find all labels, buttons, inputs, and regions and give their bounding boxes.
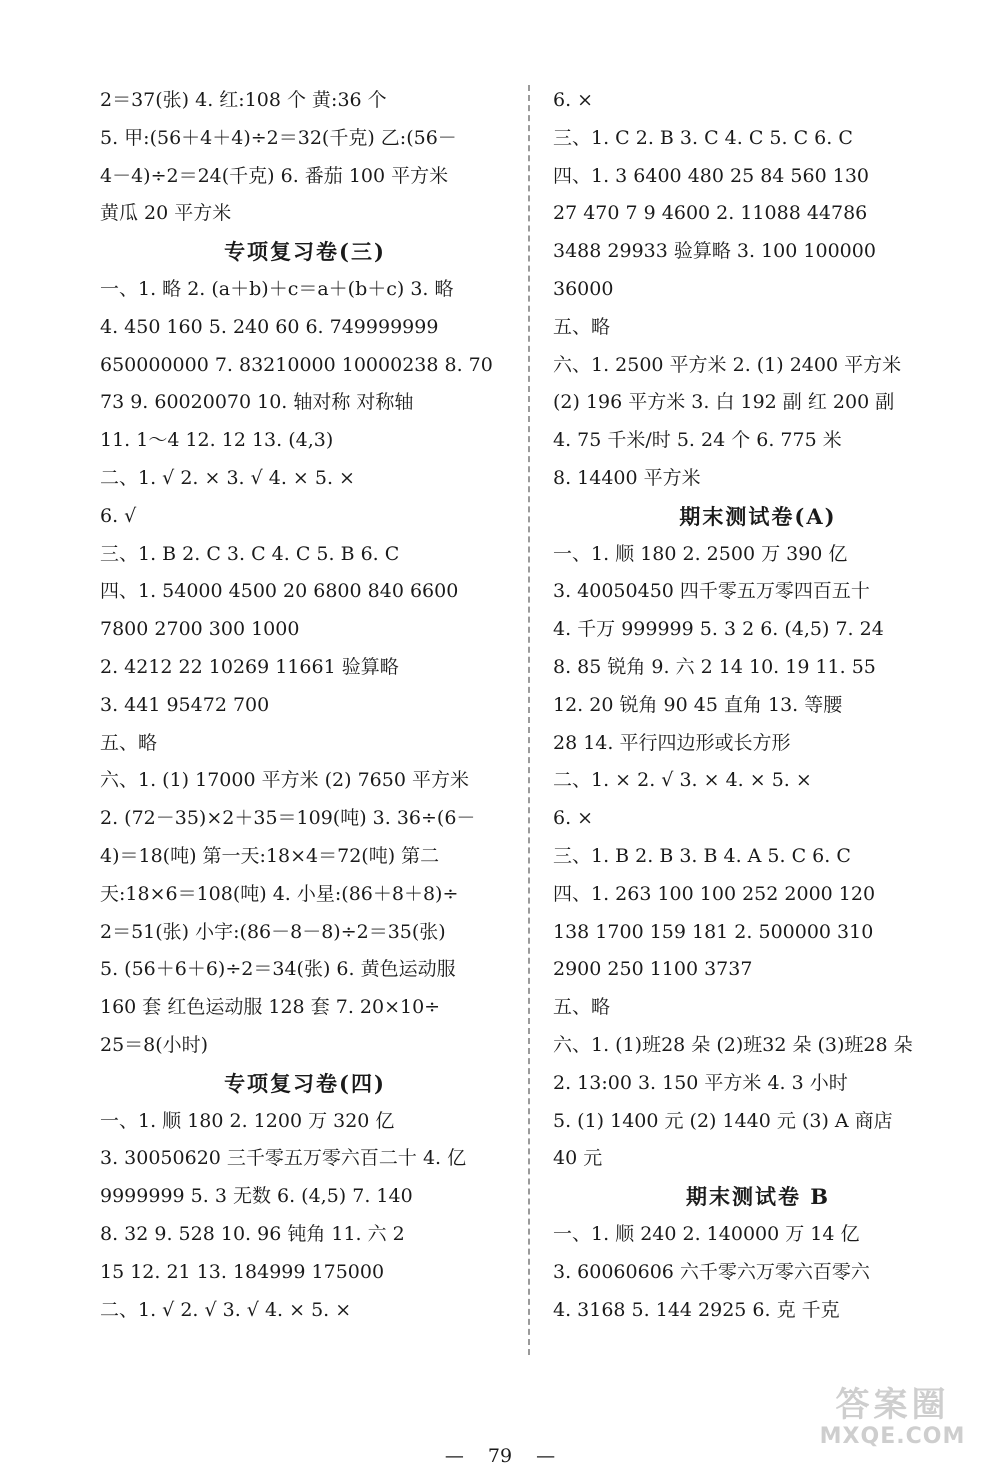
- answer-line: 一、1. 顺 180 2. 2500 万 390 亿: [553, 542, 848, 565]
- answer-line: 2. 13:00 3. 150 平方米 4. 3 小时: [553, 1071, 848, 1094]
- answer-line: 9999999 5. 3 无数 6. (4,5) 7. 140: [100, 1185, 413, 1208]
- answer-line: 2＝37(张) 4. 红:108 个 黄:36 个: [100, 89, 387, 111]
- answer-line: 4－4)÷2＝24(千克) 6. 番茄 100 平方米: [100, 164, 449, 187]
- answer-line: 2＝51(张) 小宇:(86－8－8)÷2＝35(张): [100, 920, 446, 943]
- answer-line: 160 套 红色运动服 128 套 7. 20×10÷: [100, 996, 441, 1019]
- answer-line: 2. 4212 22 10269 11661 验算略: [100, 655, 399, 678]
- watermark-main-text: 答案圈: [835, 1385, 950, 1425]
- answer-line: 2. (72－35)×2＋35＝109(吨) 3. 36÷(6－: [100, 807, 476, 830]
- answer-line: 三、1. C 2. B 3. C 4. C 5. C 6. C: [553, 126, 853, 149]
- answer-line: 4. 450 160 5. 240 60 6. 749999999: [100, 315, 439, 338]
- answer-line: 28 14. 平行四边形或长方形: [553, 731, 791, 754]
- answer-line: 4. 千万 999999 5. 3 2 6. (4,5) 7. 24: [553, 618, 884, 641]
- answer-line: 138 1700 159 181 2. 500000 310: [553, 920, 874, 943]
- answer-line: 5. (56＋6＋6)÷2＝34(张) 6. 黄色运动服: [100, 958, 456, 981]
- section-heading: 专项复习卷(四): [224, 1070, 386, 1096]
- answer-line: 6. √: [100, 504, 137, 527]
- answer-line: 二、1. × 2. √ 3. × 4. × 5. ×: [553, 769, 812, 792]
- answer-line: 六、1. 2500 平方米 2. (1) 2400 平方米: [553, 353, 902, 376]
- watermark-sub-text: MXQE.COM: [819, 1424, 966, 1449]
- section-heading: 专项复习卷(三): [224, 239, 386, 265]
- answer-line: 四、1. 3 6400 480 25 84 560 130: [553, 164, 869, 187]
- answer-line: 36000: [553, 277, 614, 300]
- right-column: [553, 82, 963, 1329]
- answer-line: 天:18×6＝108(吨) 4. 小星:(86＋8＋8)÷: [100, 882, 459, 905]
- answer-line: 一、1. 顺 180 2. 1200 万 320 亿: [100, 1109, 395, 1132]
- left-column: [100, 82, 510, 1329]
- answer-line: 4. 3168 5. 144 2925 6. 克 千克: [553, 1298, 840, 1321]
- answer-line: 二、1. √ 2. √ 3. √ 4. × 5. ×: [100, 1298, 352, 1321]
- answer-line: 3. 60060606 六千零六万零六百零六: [553, 1260, 870, 1283]
- answer-line: 7800 2700 300 1000: [100, 618, 300, 641]
- answer-line: 27 470 7 9 4600 2. 11088 44786: [553, 202, 868, 225]
- answer-line: 73 9. 60020070 10. 轴对称 对称轴: [100, 391, 414, 414]
- answer-line: 一、1. 略 2. (a＋b)＋c＝a＋(b＋c) 3. 略: [100, 277, 454, 300]
- answer-line: 六、1. (1)班28 朵 (2)班32 朵 (3)班28 朵: [553, 1033, 913, 1056]
- answer-line: 二、1. √ 2. × 3. √ 4. × 5. ×: [100, 466, 355, 489]
- answer-line: 8. 85 锐角 9. 六 2 14 10. 19 11. 55: [553, 655, 876, 678]
- answer-line: 黄瓜 20 平方米: [100, 202, 232, 225]
- section-heading: 期末测试卷(A): [679, 503, 837, 529]
- answer-line: 四、1. 54000 4500 20 6800 840 6600: [100, 580, 459, 603]
- answer-line: 五、略: [100, 731, 158, 754]
- answer-line: 8. 14400 平方米: [553, 466, 701, 489]
- answer-line: 3. 40050450 四千零五万零四百五十: [553, 580, 870, 603]
- answer-line: 3. 441 95472 700: [100, 693, 270, 716]
- answer-line: (2) 196 平方米 3. 白 192 副 红 200 副: [553, 391, 895, 414]
- answer-line: 五、略: [553, 315, 611, 338]
- answer-line: 8. 32 9. 528 10. 96 钝角 11. 六 2: [100, 1222, 405, 1245]
- answer-line: 25＝8(小时): [100, 1033, 209, 1056]
- answer-line: 12. 20 锐角 90 45 直角 13. 等腰: [553, 693, 843, 716]
- answer-line: 三、1. B 2. C 3. C 4. C 5. B 6. C: [100, 542, 400, 565]
- answer-line: 40 元: [553, 1147, 603, 1170]
- answer-line: 四、1. 263 100 100 252 2000 120: [553, 882, 876, 905]
- answer-line: 4. 75 千米/时 5. 24 个 6. 775 米: [553, 429, 842, 452]
- column-divider: [528, 85, 530, 1355]
- watermark-logo: [805, 1385, 980, 1455]
- answer-line: 15 12. 21 13. 184999 175000: [100, 1260, 385, 1283]
- answer-line: 一、1. 顺 240 2. 140000 万 14 亿: [553, 1222, 860, 1245]
- answer-line: 五、略: [553, 996, 611, 1019]
- answer-line: 650000000 7. 83210000 10000238 8. 70: [100, 353, 493, 376]
- answer-line: 6. ×: [553, 807, 594, 830]
- page-number-dash-right: —: [536, 1445, 556, 1467]
- answer-line: 3488 29933 验算略 3. 100 100000: [553, 240, 876, 263]
- answer-line: 6. ×: [553, 89, 594, 111]
- answer-line: 4)＝18(吨) 第一天:18×4＝72(吨) 第二: [100, 844, 440, 867]
- answer-line: 5. 甲:(56＋4＋4)÷2＝32(千克) 乙:(56－: [100, 126, 457, 149]
- answer-line: 5. (1) 1400 元 (2) 1440 元 (3) A 商店: [553, 1109, 893, 1132]
- answer-line: 11. 1～4 12. 12 13. (4,3): [100, 429, 334, 452]
- answer-line: 2900 250 1100 3737: [553, 958, 753, 981]
- answer-line: 3. 30050620 三千零五万零六百二十 4. 亿: [100, 1147, 467, 1170]
- section-heading: 期末测试卷 B: [685, 1184, 831, 1210]
- page-number-dash-left: —: [444, 1445, 464, 1467]
- answer-line: 六、1. (1) 17000 平方米 (2) 7650 平方米: [100, 769, 469, 792]
- answer-line: 三、1. B 2. B 3. B 4. A 5. C 6. C: [553, 844, 851, 867]
- page-number-value: 79: [487, 1445, 513, 1467]
